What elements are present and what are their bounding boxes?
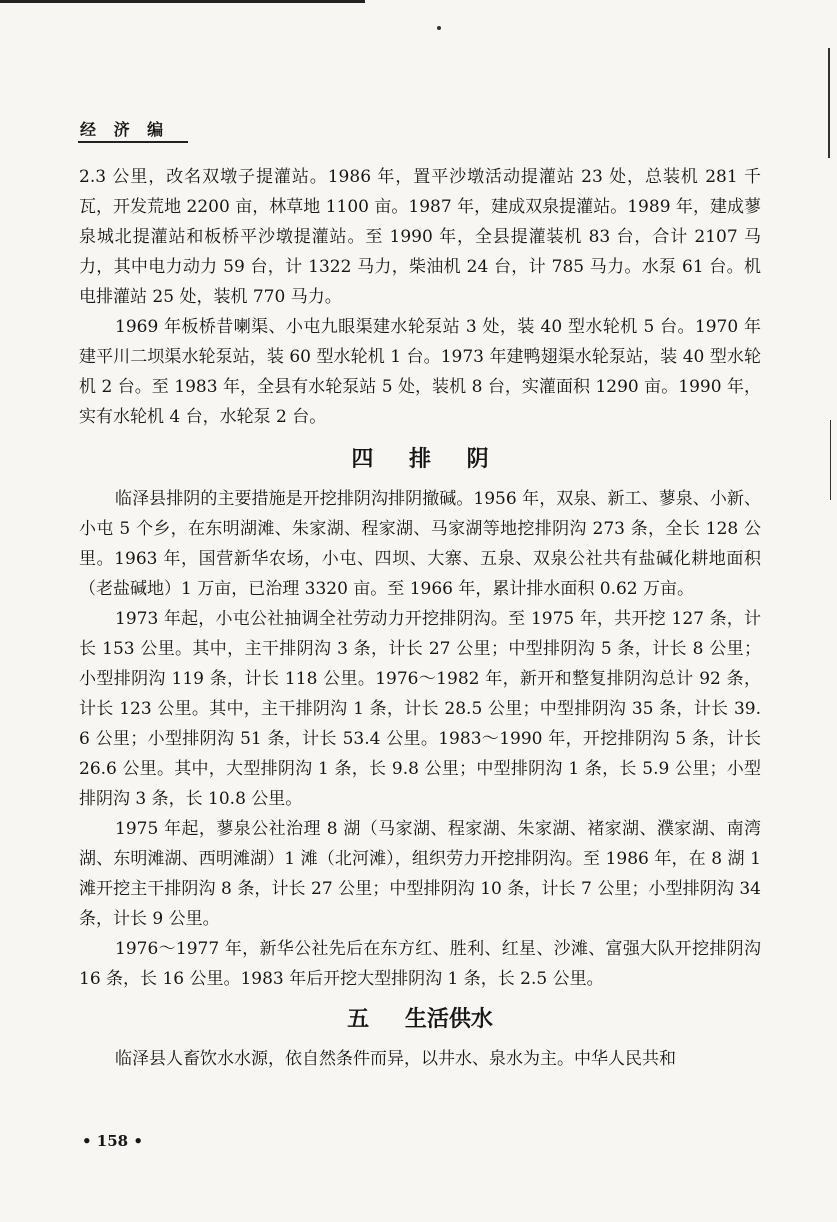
- paragraph: 1969 年板桥昔喇渠、小屯九眼渠建水轮泵站 3 处，装 40 型水轮机 5 台。1970 年建平川二坝渠水轮泵站，装 60 型水轮机 1 台。1973 年建鸭翅渠水轮泵站，装 40 型水轮机 2 台。至 1983 年，全县有水轮泵站 5 处，装机 8 台，实灌面积 1290 亩。1990 年，实有水轮机 4 台，水轮泵 2 台。: [79, 317, 761, 427]
- top-border-line: [0, 0, 365, 3]
- section-heading-5: 五 生活供水: [347, 1006, 493, 1032]
- paragraph: 1975 年起，蓼泉公社治理 8 湖（马家湖、程家湖、朱家湖、褚家湖、濮家湖、南湾湖、东明滩湖、西明滩湖）1 滩（北河滩），组织劳力开挖排阴沟。至 1986 年，在 8 湖 1 滩开挖主干排阴沟 8 条，计长 27 公里；中型排阴沟 10 条，计长 7 公里；小型排阴沟 34 条，计长 9 公里。: [79, 819, 761, 929]
- main-text: [79, 162, 761, 1074]
- paragraph: 临泽县人畜饮水水源，依自然条件而异，以井水、泉水为主。中华人民共和: [115, 1049, 676, 1069]
- paragraph-block-3: [79, 1044, 761, 1074]
- scan-edge-mark: [830, 420, 831, 500]
- paragraph: 2.3 公里，改名双墩子提灌站。1986 年，置平沙墩活动提灌站 23 处，总装机 281 千瓦，开发荒地 2200 亩，林草地 1100 亩。1987 年，建成双泉提灌站。1989 年，建成蓼泉城北提灌站和板桥平沙墩提灌站。至 1990 年，全县提灌装机 83 台，合计 2107 马力，其中电力动力 59 台，计 1322 马力，柴油机 24 台，计 785 马力。水泵 61 台。机电排灌站 25 处，装机 770 马力。: [79, 167, 761, 307]
- paragraph: 临泽县排阴的主要措施是开挖排阴沟排阴撤碱。1956 年，双泉、新工、蓼泉、小新、小屯 5 个乡，在东明湖滩、朱家湖、程家湖、马家湖等地挖排阴沟 273 条，全长 128 公里。1963 年，国营新华农场，小屯、四坝、大寨、五泉、双泉公社共有盐碱化耕地面积（老盐碱地）1 万亩，已治理 3320 亩。至 1966 年，累计排水面积 0.62 万亩。: [79, 489, 761, 599]
- section-heading-4: 四 排 阴: [351, 446, 489, 472]
- paragraph-block-2: [79, 484, 761, 994]
- paragraph: 1973 年起，小屯公社抽调全社劳动力开挖排阴沟。至 1975 年，共开挖 127 条，计长 153 公里。其中，主干排阴沟 3 条，计长 27 公里；中型排阴沟 5 条，计长 8 公里；小型排阴沟 119 条，计长 118 公里。1976～1982 年，新开和整复排阴沟总计 92 条，计长 123 公里。其中，主干排阴沟 1 条，计长 28.5 公里；中型排阴沟 35 条，计长 39.6 公里；小型排阴沟 51 条，计长 53.4 公里。1983～1990 年，开挖排阴沟 5 条，计长 26.6 公里。其中，大型排阴沟 1 条，长 9.8 公里；中型排阴沟 1 条，长 5.9 公里；小型排阴沟 3 条，长 10.8 公里。: [79, 609, 761, 809]
- paragraph-block-1: [79, 162, 761, 432]
- scan-edge-mark: [828, 48, 830, 158]
- running-header: 经 济 编: [80, 120, 170, 139]
- header-underline: [78, 141, 188, 143]
- paragraph: 1976～1977 年，新华公社先后在东方红、胜利、红星、沙滩、富强大队开挖排阴沟 16 条，长 16 公里。1983 年后开挖大型排阴沟 1 条，长 2.5 公里。: [79, 939, 761, 989]
- page-number: • 158 •: [82, 1132, 143, 1150]
- scan-speck: [437, 26, 441, 30]
